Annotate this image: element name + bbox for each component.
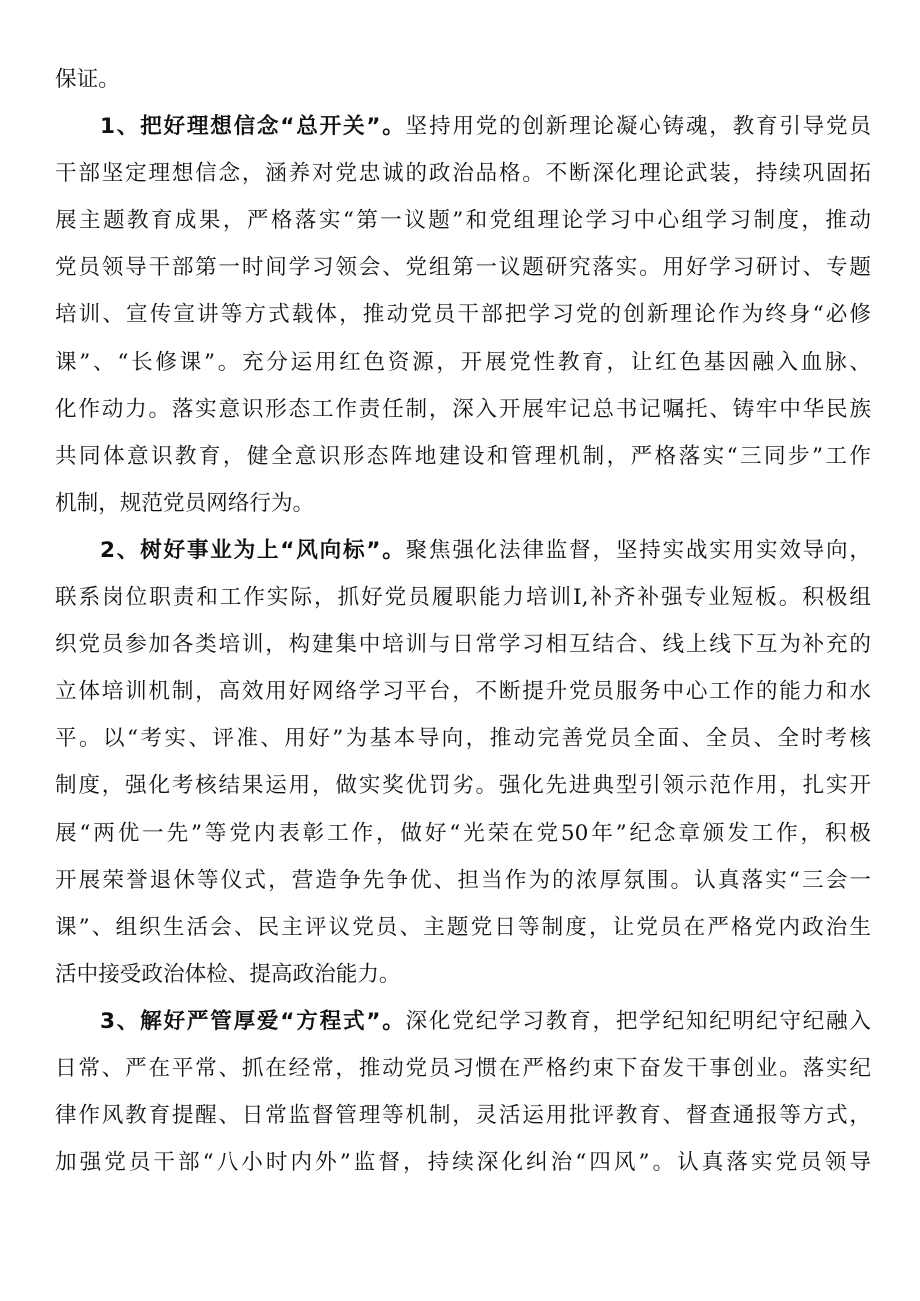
body-line: 日常、严在平常、抓在经常，推动党员习惯在严格约束下奋发干事创业。落实纪 bbox=[55, 1055, 871, 1081]
section-2-first-text: 聚焦强化法律监督，坚持实战实用实效导向， bbox=[405, 537, 871, 563]
section-2 bbox=[55, 527, 871, 998]
body-line: 平。以“考实、评准、用好”为基本导向，推动完善党员全面、全员、全时考核 bbox=[55, 726, 871, 752]
body-line-last: 活中接受政治体检、提高政治能力。 bbox=[55, 961, 401, 987]
lead-line: 保证。 bbox=[55, 67, 120, 92]
body-line: 开展荣誉退休等仪式，营造争先争优、担当作为的浓厚氛围。认真落实“三会一 bbox=[55, 867, 871, 893]
body-line: 干部坚定理想信念，涵养对党忠诚的政治品格。不断深化理论武装，持续巩固拓 bbox=[55, 161, 871, 187]
section-3-heading: 3、解好严管厚爱“方程式”。 bbox=[100, 1008, 406, 1034]
section-2-first-line bbox=[55, 527, 871, 574]
body-line: 制度，强化考核结果运用，做实奖优罚劣。强化先进典型引领示范作用，扎实开 bbox=[55, 773, 871, 799]
section-3 bbox=[55, 998, 871, 1186]
section-2-heading: 2、树好事业为上“风向标”。 bbox=[100, 537, 406, 563]
body-line: 律作风教育提醒、日常监督管理等机制，灵活运用批评教育、督查通报等方式， bbox=[55, 1103, 871, 1129]
section-3-first-line bbox=[55, 998, 871, 1045]
body-line: 化作动力。落实意识形态工作责任制，深入开展牢记总书记嘱托、铸牢中华民族 bbox=[55, 396, 871, 422]
body-line: 展主题教育成果，严格落实“第一议题”和党组理论学习中心组学习制度，推动 bbox=[55, 208, 871, 234]
section-1-first-line bbox=[55, 103, 871, 150]
body-line: 加强党员干部“八小时内外”监督，持续深化纠治“四风”。认真落实党员领导 bbox=[55, 1150, 871, 1176]
body-line: 课”、组织生活会、民主评议党员、主题党日等制度，让党员在严格党内政治生 bbox=[55, 914, 871, 940]
body-line: 织党员参加各类培训，构建集中培训与日常学习相互结合、线上线下互为补充的 bbox=[55, 632, 871, 658]
section-1 bbox=[55, 103, 871, 527]
body-line: 联系岗位职责和工作实际，抓好党员履职能力培训I,补齐补强专业短板。积极组 bbox=[55, 585, 871, 611]
section-1-first-text: 坚持用党的创新理论凝心铸魂，教育引导党员 bbox=[405, 114, 871, 140]
body-line-last: 机制，规范党员网络行为。 bbox=[55, 490, 315, 516]
body-line: 立体培训机制，高效用好网络学习平台，不断提升党员服务中心工作的能力和水 bbox=[55, 679, 871, 705]
body-line: 课”、“长修课”。充分运用红色资源，开展党性教育，让红色基因融入血脉、 bbox=[55, 349, 871, 375]
section-3-first-text: 深化党纪学习教育，把学纪知纪明纪守纪融入 bbox=[405, 1008, 871, 1034]
body-line: 党员领导干部第一时间学习领会、党组第一议题研究落实。用好学习研讨、专题 bbox=[55, 255, 871, 281]
body-line: 共同体意识教育，健全意识形态阵地建设和管理机制，严格落实“三同步”工作 bbox=[55, 443, 871, 469]
document-page bbox=[55, 56, 871, 1186]
body-line: 培训、宣传宣讲等方式载体，推动党员干部把学习党的创新理论作为终身“必修 bbox=[55, 302, 871, 328]
section-1-heading: 1、把好理想信念“总开关”。 bbox=[100, 114, 406, 140]
body-line: 展“两优一先”等党内表彰工作，做好“光荣在党50年”纪念章颁发工作，积极 bbox=[55, 820, 871, 846]
